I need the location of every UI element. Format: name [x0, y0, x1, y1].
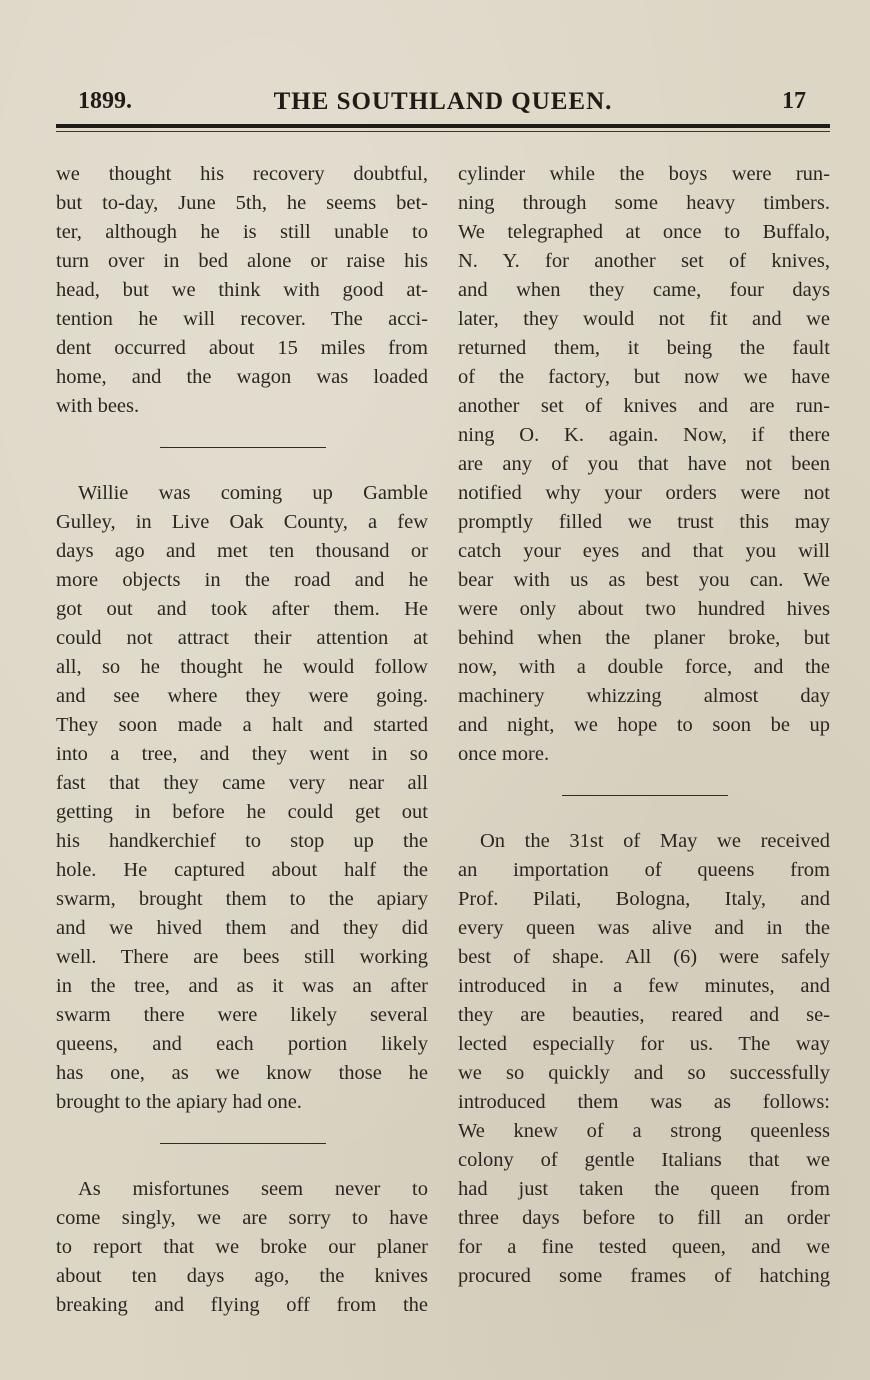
section-divider	[56, 421, 428, 479]
text-line: promptly filled we trust this may	[458, 511, 830, 533]
text-line: Prof. Pilati, Bologna, Italy, and	[458, 888, 830, 910]
text-line: his handkerchief to stop up the	[56, 830, 428, 852]
text-line: into a tree, and they went in so	[56, 743, 428, 765]
text-line: once more.	[458, 743, 550, 765]
text-line: fast that they came very near all	[56, 772, 428, 794]
text-line: getting in before he could get out	[56, 801, 428, 823]
text-line: come singly, we are sorry to have	[56, 1207, 428, 1229]
text-line: procured some frames of hatching	[458, 1265, 830, 1287]
text-line: now, with a double force, and the	[458, 656, 830, 678]
text-line: for a fine tested queen, and we	[458, 1236, 830, 1258]
text-line: and we hived them and they did	[56, 917, 428, 939]
text-line: cylinder while the boys were run-	[458, 163, 830, 185]
text-line: brought to the apiary had one.	[56, 1091, 302, 1113]
text-line: bear with us as best you can. We	[458, 569, 830, 591]
text-line: On the 31st of May we received	[480, 830, 830, 852]
text-line: but to-day, June 5th, he seems bet-	[56, 192, 428, 214]
text-line: colony of gentle Italians that we	[458, 1149, 830, 1171]
text-line: days ago and met ten thousand or	[56, 540, 428, 562]
text-line: notified why your orders were not	[458, 482, 830, 504]
page-number: 17	[782, 88, 806, 114]
text-line: are any of you that have not been	[458, 453, 830, 475]
text-line: dent occurred about 15 miles from	[56, 337, 428, 359]
text-line: in the tree, and as it was an after	[56, 975, 428, 997]
text-line: swarm, brought them to the apiary	[56, 888, 428, 910]
text-line: and see where they were going.	[56, 685, 428, 707]
text-line: more objects in the road and he	[56, 569, 428, 591]
text-line: N. Y. for another set of knives,	[458, 250, 830, 272]
left-column	[56, 160, 428, 1320]
text-line: lected especially for us. The way	[458, 1033, 830, 1055]
text-line: introduced in a few minutes, and	[458, 975, 830, 997]
text-line: We telegraphed at once to Buffalo,	[458, 221, 830, 243]
text-line: turn over in bed alone or raise his	[56, 250, 428, 272]
header-year: 1899.	[78, 88, 132, 114]
text-line: catch your eyes and that you will	[458, 540, 830, 562]
text-line: machinery whizzing almost day	[458, 685, 830, 707]
text-line: They soon made a halt and started	[56, 714, 428, 736]
right-column	[458, 160, 830, 1291]
text-line: we so quickly and so successfully	[458, 1062, 830, 1084]
text-line: and when they came, four days	[458, 279, 830, 301]
journal-title: THE SOUTHLAND QUEEN.	[273, 88, 613, 115]
section-divider	[458, 769, 830, 827]
text-line: we thought his recovery doubtful,	[56, 163, 428, 185]
text-line: tention he will recover. The acci-	[56, 308, 428, 330]
text-line: had just taken the queen from	[458, 1178, 830, 1200]
text-line: swarm there were likely several	[56, 1004, 428, 1026]
header-rule-thick	[56, 124, 830, 128]
text-line: ning O. K. again. Now, if there	[458, 424, 830, 446]
text-line: of the factory, but now we have	[458, 366, 830, 388]
text-line: with bees.	[56, 395, 140, 417]
section-divider	[56, 1117, 428, 1175]
header-rule-thin	[56, 131, 830, 132]
text-line: As misfortunes seem never to	[78, 1178, 428, 1200]
text-line: has one, as we know those he	[56, 1062, 428, 1084]
text-line: ning through some heavy timbers.	[458, 192, 830, 214]
text-line: behind when the planer broke, but	[458, 627, 830, 649]
text-line: ter, although he is still unable to	[56, 221, 428, 243]
text-line: were only about two hundred hives	[458, 598, 830, 620]
text-line: and night, we hope to soon be up	[458, 714, 830, 736]
text-line: hole. He captured about half the	[56, 859, 428, 881]
text-line: got out and took after them. He	[56, 598, 428, 620]
text-line: they are beauties, reared and se-	[458, 1004, 830, 1026]
text-line: home, and the wagon was loaded	[56, 366, 428, 388]
text-line: about ten days ago, the knives	[56, 1265, 428, 1287]
text-line: Willie was coming up Gamble	[78, 482, 428, 504]
text-line: every queen was alive and in the	[458, 917, 830, 939]
text-line: best of shape. All (6) were safely	[458, 946, 830, 968]
text-line: breaking and flying off from the	[56, 1294, 428, 1316]
text-line: head, but we think with good at-	[56, 279, 428, 301]
text-line: three days before to fill an order	[458, 1207, 830, 1229]
text-line: later, they would not fit and we	[458, 308, 830, 330]
text-line: an importation of queens from	[458, 859, 830, 881]
text-line: introduced them was as follows:	[458, 1091, 830, 1113]
text-line: Gulley, in Live Oak County, a few	[56, 511, 428, 533]
text-line: all, so he thought he would follow	[56, 656, 428, 678]
text-line: returned them, it being the fault	[458, 337, 830, 359]
text-line: to report that we broke our planer	[56, 1236, 428, 1258]
text-line: well. There are bees still working	[56, 946, 428, 968]
text-line: could not attract their attention at	[56, 627, 428, 649]
text-line: queens, and each portion likely	[56, 1033, 428, 1055]
text-line: We knew of a strong queenless	[458, 1120, 830, 1142]
text-line: another set of knives and are run-	[458, 395, 830, 417]
running-head	[56, 88, 830, 122]
